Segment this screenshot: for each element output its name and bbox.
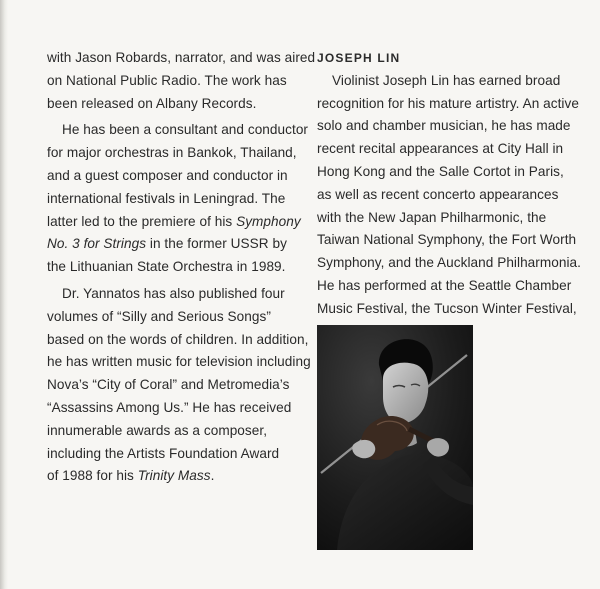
text-line: [47, 233, 305, 256]
text-line: based on the words of children. In addition,: [47, 331, 309, 347]
text-line: as well as recent concerto appearances: [317, 186, 559, 202]
text-line: recognition for his mature artistry. An active: [317, 95, 579, 111]
text-run: .: [210, 468, 215, 484]
text-line: international festivals in Leningrad. The: [47, 190, 286, 206]
text-line: He has been a consultant and conductor: [62, 122, 309, 138]
text-line: on National Public Radio. The work has: [47, 72, 287, 88]
text-line: Music Festival, the Tucson Winter Festival,: [317, 300, 577, 316]
text-line: for major orchestras in Bankok, Thailand,: [47, 145, 297, 161]
text-line: with the New Japan Philharmonic, the: [317, 209, 547, 225]
text-line: [47, 465, 305, 488]
section-heading: JOSEPH LIN: [317, 51, 401, 65]
text-line: innumerable awards as a composer,: [47, 422, 268, 438]
left-column: [47, 47, 316, 488]
text-line: He has performed at the Seattle Chamber: [317, 277, 572, 293]
text-line: volumes of “Silly and Serious Songs”: [47, 308, 271, 324]
text-line: Symphony, and the Auckland Philharmonia.: [317, 255, 581, 271]
text-line: Dr. Yannatos has also published four: [62, 285, 285, 301]
symphony-title-part: Symphony: [236, 213, 301, 229]
text-line: he has written music for television including: [47, 354, 311, 370]
text-line: with Jason Robards, narrator, and was aired: [47, 50, 316, 65]
text-line: Violinist Joseph Lin has earned broad: [332, 72, 561, 88]
text-line: “Assassins Among Us.” He has received: [47, 399, 292, 415]
paragraph-recording: [47, 47, 316, 115]
text-line: and a guest composer and conductor in: [47, 167, 288, 183]
paragraph-publications: [47, 283, 311, 488]
text-line: the Lithuanian State Orchestra in 1989.: [47, 259, 286, 275]
violinist-photo: [317, 325, 473, 550]
paragraph-conductor: [47, 119, 309, 279]
text-line: Taiwan National Symphony, the Fort Worth: [317, 232, 577, 248]
symphony-title-part: No. 3 for Strings: [47, 236, 147, 252]
text-line: [47, 211, 305, 234]
text-line: Hong Kong and the Salle Cortot in Paris,: [317, 163, 564, 179]
text-run: latter led to the premiere of his: [47, 213, 237, 229]
page-binding-edge: [0, 0, 8, 589]
text-line: been released on Albany Records.: [47, 95, 257, 111]
text-line: including the Artists Foundation Award: [47, 445, 280, 461]
text-line: solo and chamber musician, he has made: [317, 118, 571, 134]
violinist-portrait-image: [317, 325, 473, 550]
text-line: recent recital appearances at City Hall in: [317, 141, 564, 157]
text-run: in the former USSR by: [146, 236, 287, 252]
trinity-mass-title: Trinity Mass: [137, 468, 211, 484]
paragraph-biography: [317, 70, 579, 321]
right-column: [317, 47, 579, 321]
text-run: of 1988 for his: [47, 468, 138, 484]
text-line: Nova’s “City of Coral” and Metromedia’s: [47, 377, 290, 393]
